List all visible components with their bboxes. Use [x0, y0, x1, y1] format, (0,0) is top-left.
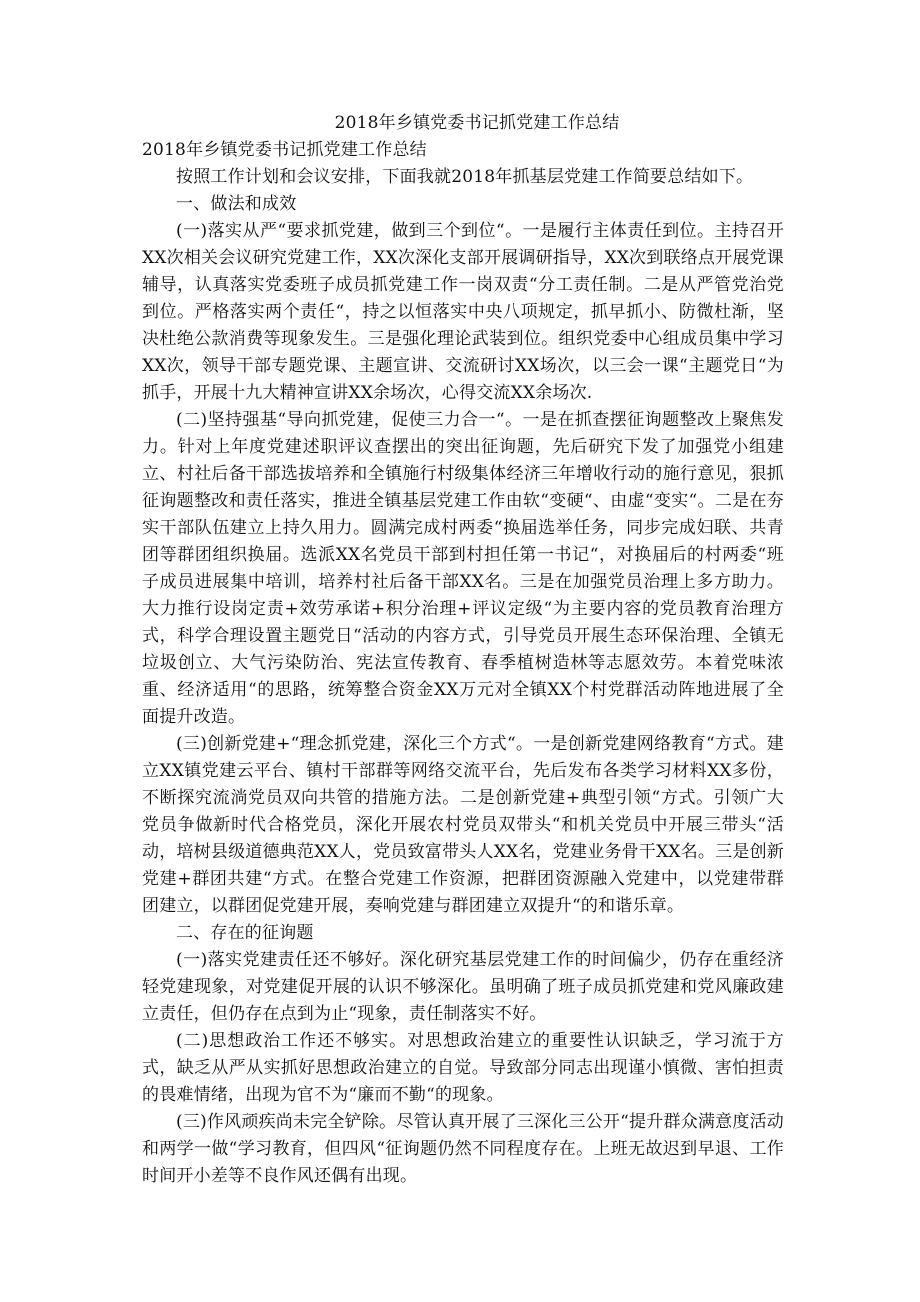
document-subtitle: 2018年乡镇党委书记抓党建工作总结 — [142, 140, 427, 160]
paragraph-strengthen-foundation: (二)坚持强基“导向抓党建，促使三力合一“。一是在抓查摆征询题整改上聚焦发力。针对上年度党建述职评议查摆出的突出征询题，先后研究下发了加强党小组建立、村社后备干部选拔培养和全镇施行村级集体经济三年增收行动的施行意见，狠抓征询题整改和责任落实，推进全镇基层党建工作由软“变硬“、由虚“变实“。二是在夯实干部队伍建立上持久用力。圆满完成村两委“换届选举任务，同步完成妇联、共青团等群团组织换届。选派XX名党员干部到村担任第一书记“，对换届后的村两委“班子成员进展集中培训，培养村社后备干部XX名。三是在加强党员治理上多方助力。大力推行设岗定责+效劳承诺+积分治理+评议定级“为主要内容的党员教育治理方式，科学合理设置主题党日“活动的内容方式，引导党员开展生态环保治理、全镇无垃圾创立、大气污染防治、宪法宣传教育、春季植树造林等志愿效劳。本着党味浓重、经济适用“的思路，统筹整合资金XX万元对全镇XX个村党群活动阵地进展了全面提升改造。 — [142, 410, 784, 727]
paragraph-problem-workstyle: (三)作风顽疾尚未完全铲除。尽管认真开展了三深化三公开“提升群众满意度活动和两学一做“学习教育，但四风“征询题仍然不同程度存在。上班无故迟到早退、工作时间开小差等不良作风还偶有出现。 — [142, 1112, 784, 1186]
section-heading-problems: 二、存在的征询题 — [176, 923, 314, 943]
paragraph-innovation: (三)创新党建+“理念抓党建，深化三个方式“。一是创新党建网络教育“方式。建立XX镇党建云平台、镇村干部群等网络交流平台，先后发布各类学习材料XX多份，不断探究流淌党员双向共管的措施方法。二是创新党建+典型引领“方式。引领广大党员争做新时代合格党员，深化开展农村党员双带头“和机关党员中开展三带头“活动，培树县级道德典范XX人，党员致富带头人XX名，党建业务骨干XX名。三是创新党建+群团共建“方式。在整合党建工作资源，把群团资源融入党建中，以党建带群团建立，以群团促党建开展，奏响党建与群团建立双提升“的和谐乐章。 — [142, 734, 784, 916]
intro-paragraph: 按照工作计划和会议安排，下面我就2018年抓基层党建工作简要总结如下。 — [176, 167, 754, 187]
paragraph-strict-responsibility: (一)落实从严“要求抓党建，做到三个到位“。一是履行主体责任到位。主持召开XX次相关会议研究党建工作，XX次深化支部开展调研指导，XX次到联络点开展党课辅导，认真落实党委班子成员抓党建工作一岗双责“分工责任制。二是从严管党治党到位。严格落实两个责任“，持之以恒落实中央八项规定，抓早抓小、防微杜渐，坚决杜绝公款消费等现象发生。三是强化理论武装到位。组织党委中心组成员集中学习XX次，领导干部专题党课、主题宣讲、交流研讨XX场次，以三会一课“主题党日“为抓手，开展十九大精神宣讲XX余场次，心得交流XX余场次. — [142, 221, 784, 403]
document-body — [142, 110, 784, 1190]
section-heading-practices: 一、做法和成效 — [176, 194, 297, 214]
paragraph-problem-ideology: (二)思想政治工作还不够实。对思想政治建立的重要性认识缺乏，学习流于方式，缺乏从严从实抓好思想政治建立的自觉。导致部分同志出现谨小慎微、害怕担责的畏难情绪，出现为官不为“廉而不勤“的现象。 — [142, 1031, 784, 1105]
paragraph-problem-responsibility: (一)落实党建责任还不够好。深化研究基层党建工作的时间偏少，仍存在重经济轻党建现象，对党建促开展的认识不够深化。虽明确了班子成员抓党建和党风廉政建立责任，但仍存在点到为止“现象，责任制落实不好。 — [142, 950, 784, 1024]
document-title: 2018年乡镇党委书记抓党建工作总结 — [334, 113, 620, 133]
